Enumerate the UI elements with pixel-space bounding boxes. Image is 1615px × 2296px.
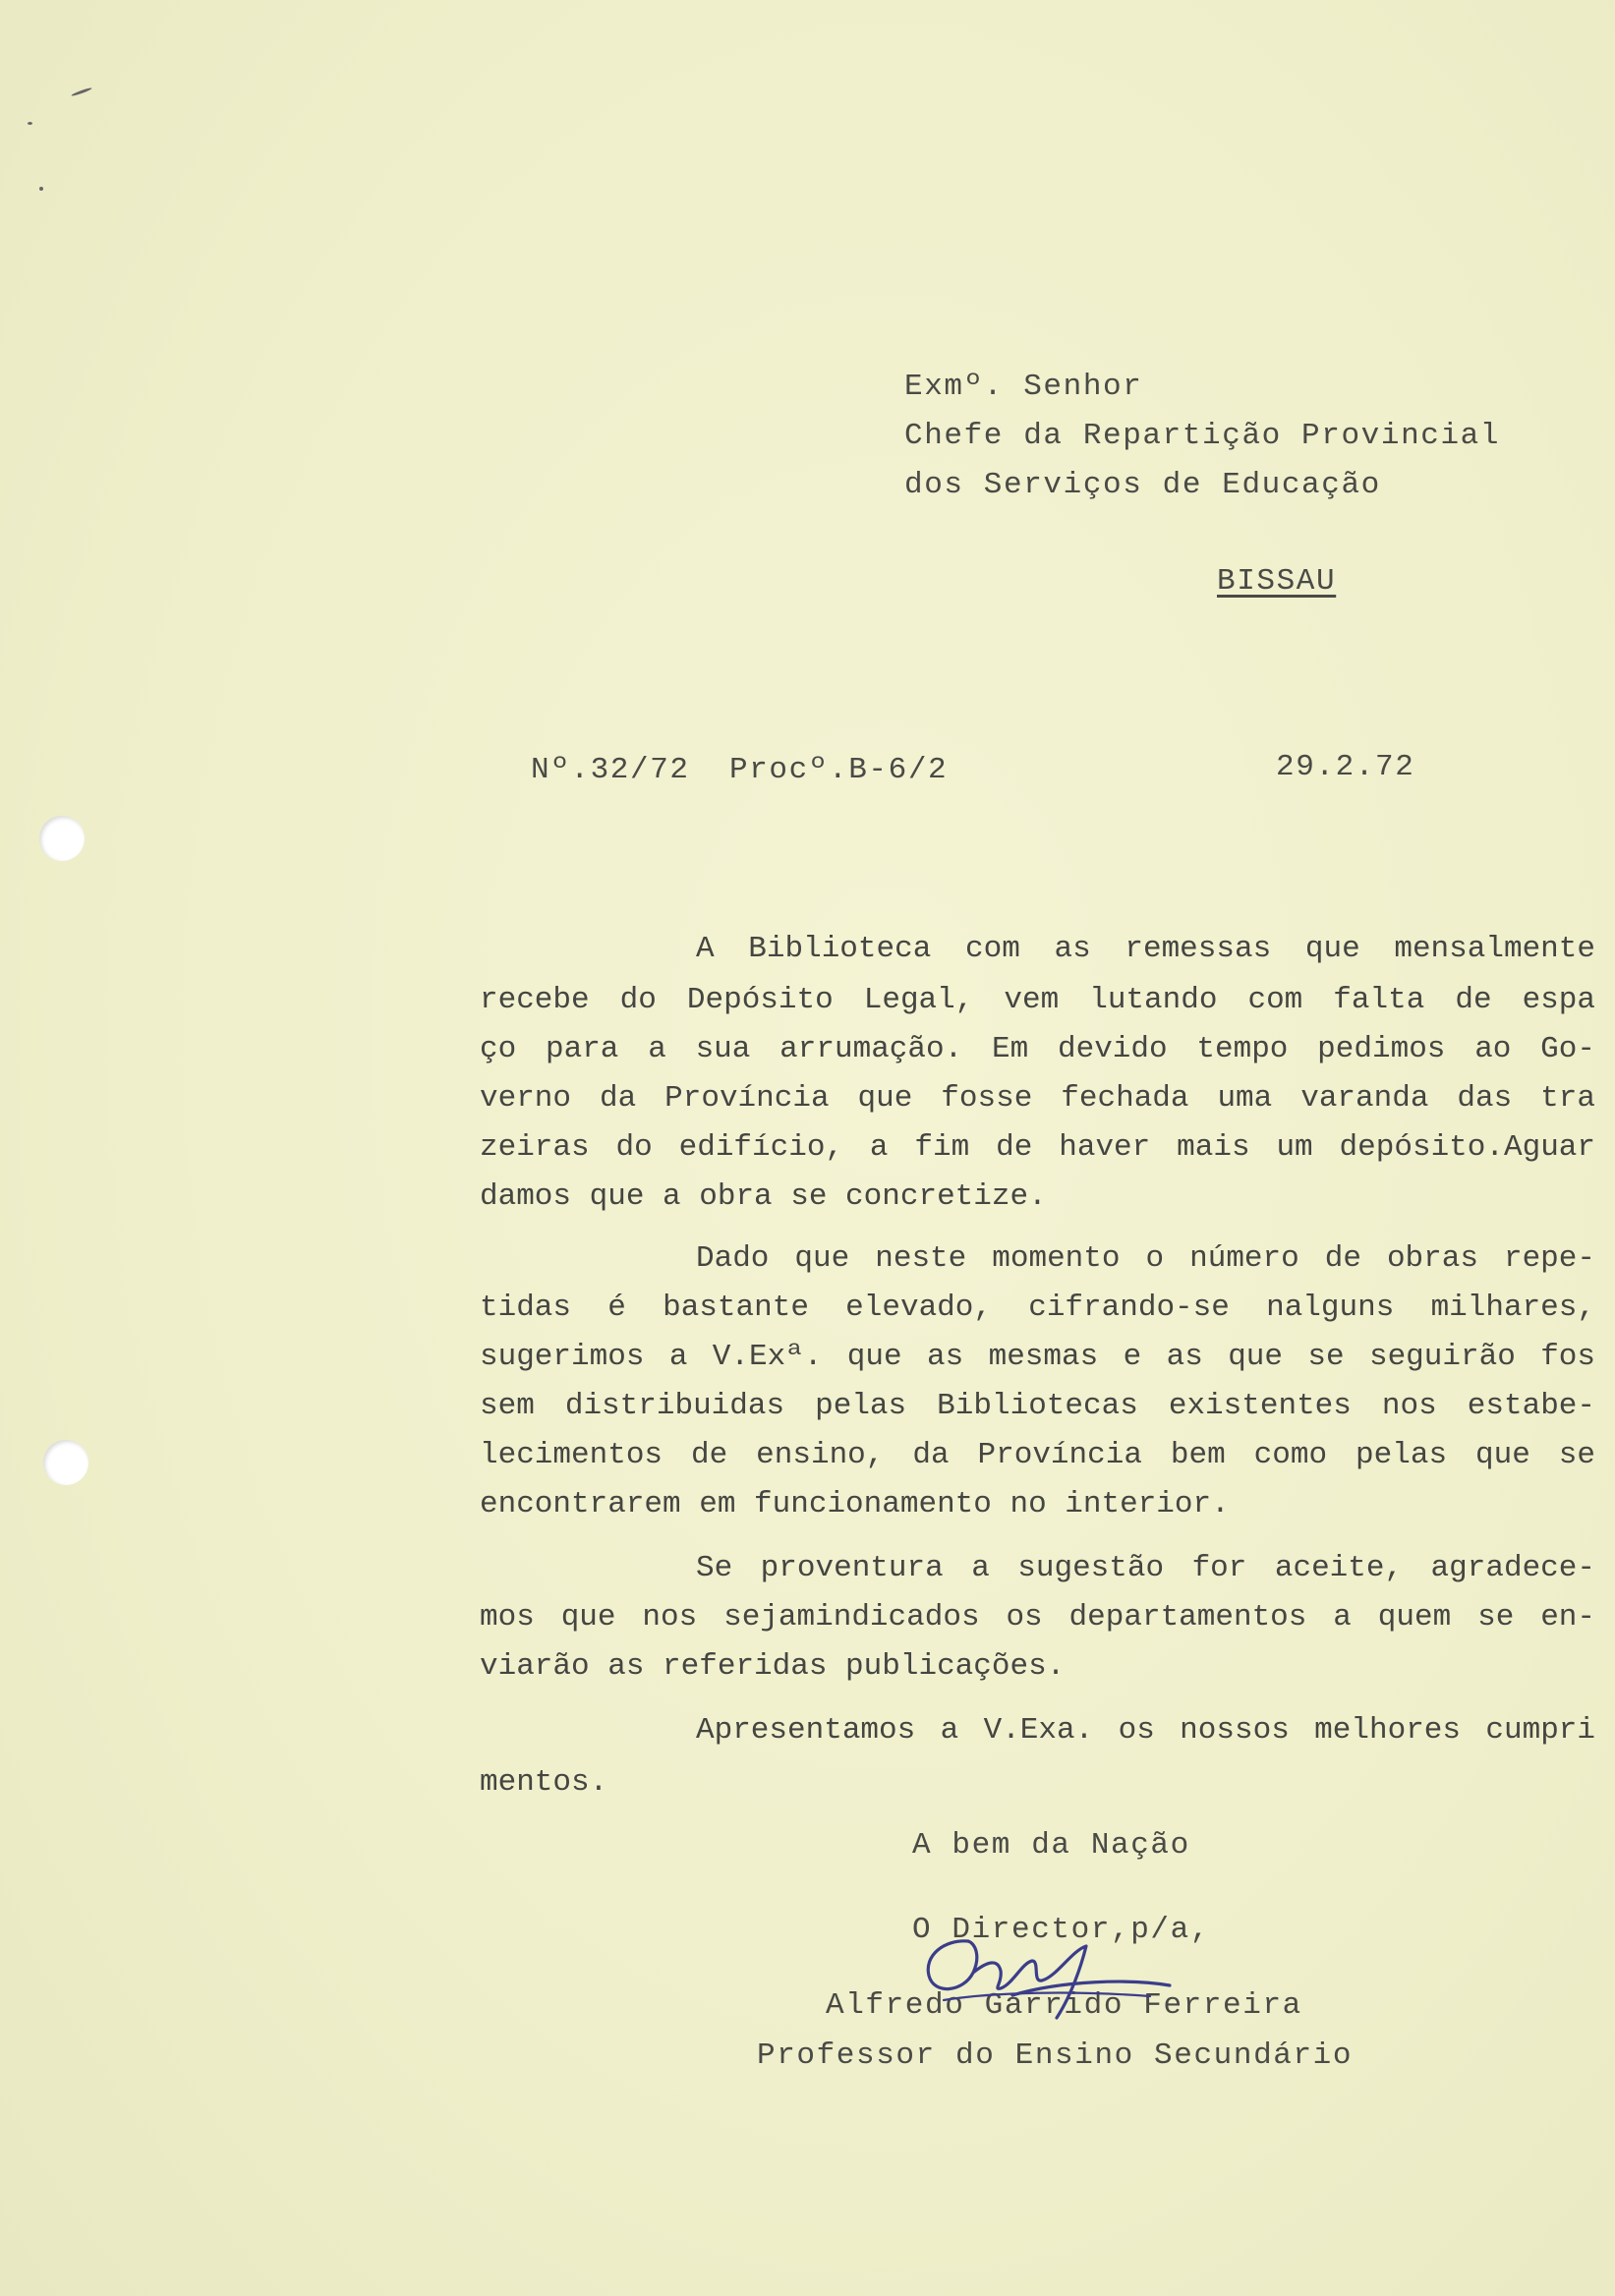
closing-name: Alfredo Garrido Ferreira: [826, 1988, 1302, 2023]
punch-hole-bottom: [43, 1440, 88, 1485]
body-line: sugerimos a V.Exª. que as mesmas e as que se seguirão fos: [480, 1340, 1595, 1374]
body-line: zeiras do edifício, a fim de haver mais um depósito.Aguar: [480, 1130, 1595, 1165]
body-line: mos que nos sejamindicados os departamentos a quem se en-: [480, 1600, 1595, 1635]
closing-role: O Director,p/a,: [912, 1913, 1211, 1947]
paper-speck: [71, 86, 92, 96]
body-line: tidas é bastante elevado, cifrando-se nalguns milhares,: [480, 1291, 1595, 1325]
body-line: mentos.: [480, 1765, 608, 1800]
body-line: damos que a obra se concretize.: [480, 1179, 1047, 1214]
address-salutation: Exmº. Senhor: [904, 370, 1143, 404]
address-recipient-title: Chefe da Repartição Provincial: [904, 419, 1501, 453]
reference-process: Procº.B-6/2: [729, 753, 949, 787]
body-line: recebe do Depósito Legal, vem lutando com falta de espa: [480, 983, 1595, 1017]
body-line: encontrarem em funcionamento no interior.: [480, 1487, 1230, 1521]
body-line: sem distribuidas pelas Bibliotecas existentes nos estabe-: [480, 1389, 1595, 1423]
reference-number: Nº.32/72: [531, 753, 690, 787]
address-city: BISSAU: [1217, 564, 1337, 599]
body-line: lecimentos de ensino, da Província bem como pelas que se: [480, 1438, 1595, 1472]
body-line: Apresentamos a V.Exa. os nossos melhores cumpri: [696, 1713, 1595, 1748]
body-line: ço para a sua arrumação. Em devido tempo pedimos ao Go-: [480, 1032, 1595, 1066]
paper-speck: [28, 122, 32, 125]
reference-date: 29.2.72: [1276, 750, 1415, 784]
closing-salutation: A bem da Nação: [912, 1828, 1190, 1863]
body-line: Dado que neste momento o número de obras repe-: [696, 1241, 1595, 1276]
body-line: verno da Província que fosse fechada uma varanda das tra: [480, 1081, 1595, 1116]
address-recipient-department: dos Serviços de Educação: [904, 468, 1381, 502]
body-line: Se proventura a sugestão for aceite, agradece-: [696, 1551, 1595, 1585]
paper-speck: [39, 187, 43, 191]
handwritten-signature: [875, 1902, 1189, 2039]
closing-title: Professor do Ensino Secundário: [757, 2038, 1354, 2073]
body-line: A Biblioteca com as remessas que mensalmente: [696, 932, 1595, 966]
punch-hole-top: [39, 816, 85, 861]
body-line: viarão as referidas publicações.: [480, 1649, 1066, 1684]
